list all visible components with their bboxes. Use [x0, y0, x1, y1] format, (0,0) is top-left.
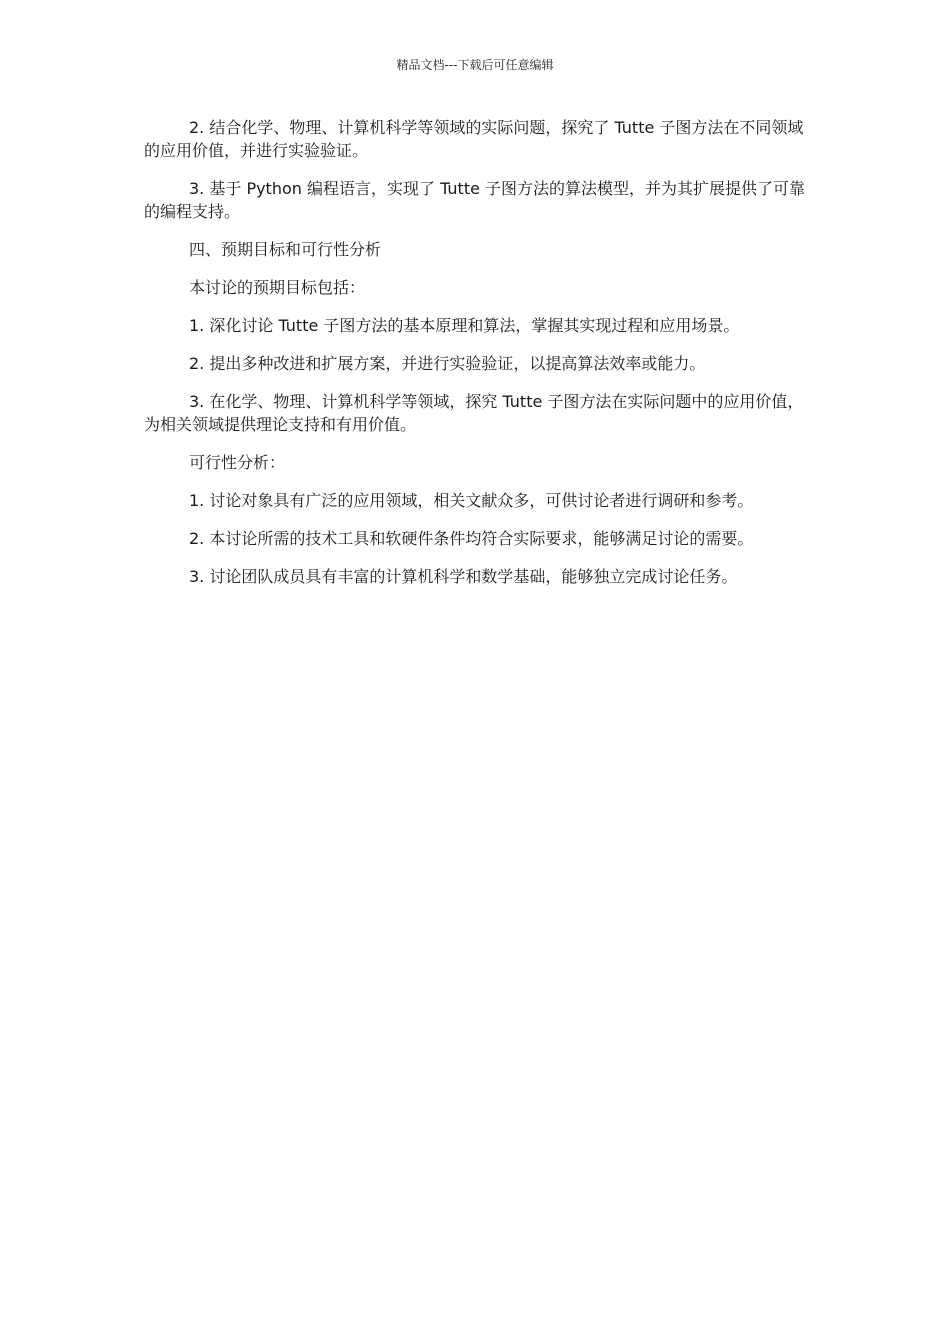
document-body — [144, 116, 810, 603]
paragraph-goals-intro: 本讨论的预期目标包括： — [189, 278, 366, 297]
paragraph-result-2: 2. 结合化学、物理、计算机科学等领域的实际问题，探究了 Tutte 子图方法在不同领域的应用价值，并进行实验验证。 — [144, 118, 804, 160]
paragraph-goal-1: 1. 深化讨论 Tutte 子图方法的基本原理和算法，掌握其实现过程和应用场景。 — [189, 316, 740, 335]
paragraph-result-3: 3. 基于 Python 编程语言，实现了 Tutte 子图方法的算法模型，并为其扩展提供了可靠的编程支持。 — [144, 179, 806, 221]
page-header: 精品文档---下载后可任意编辑 — [396, 58, 554, 72]
paragraph-feasibility-2: 2. 本讨论所需的技术工具和软硬件条件均符合实际要求，能够满足讨论的需要。 — [189, 529, 754, 548]
paragraph-feasibility-3: 3. 讨论团队成员具有丰富的计算机科学和数学基础，能够独立完成讨论任务。 — [189, 567, 738, 586]
paragraph-goal-3: 3. 在化学、物理、计算机科学等领域，探究 Tutte 子图方法在实际问题中的应用价值，为相关领域提供理论支持和有用价值。 — [144, 392, 804, 434]
paragraph-feasibility-intro: 可行性分析： — [189, 453, 286, 472]
section-heading-goals: 四、预期目标和可行性分析 — [189, 240, 382, 259]
paragraph-feasibility-1: 1. 讨论对象具有广泛的应用领域，相关文献众多，可供讨论者进行调研和参考。 — [189, 491, 754, 510]
paragraph-goal-2: 2. 提出多种改进和扩展方案，并进行实验验证，以提高算法效率或能力。 — [189, 354, 706, 373]
